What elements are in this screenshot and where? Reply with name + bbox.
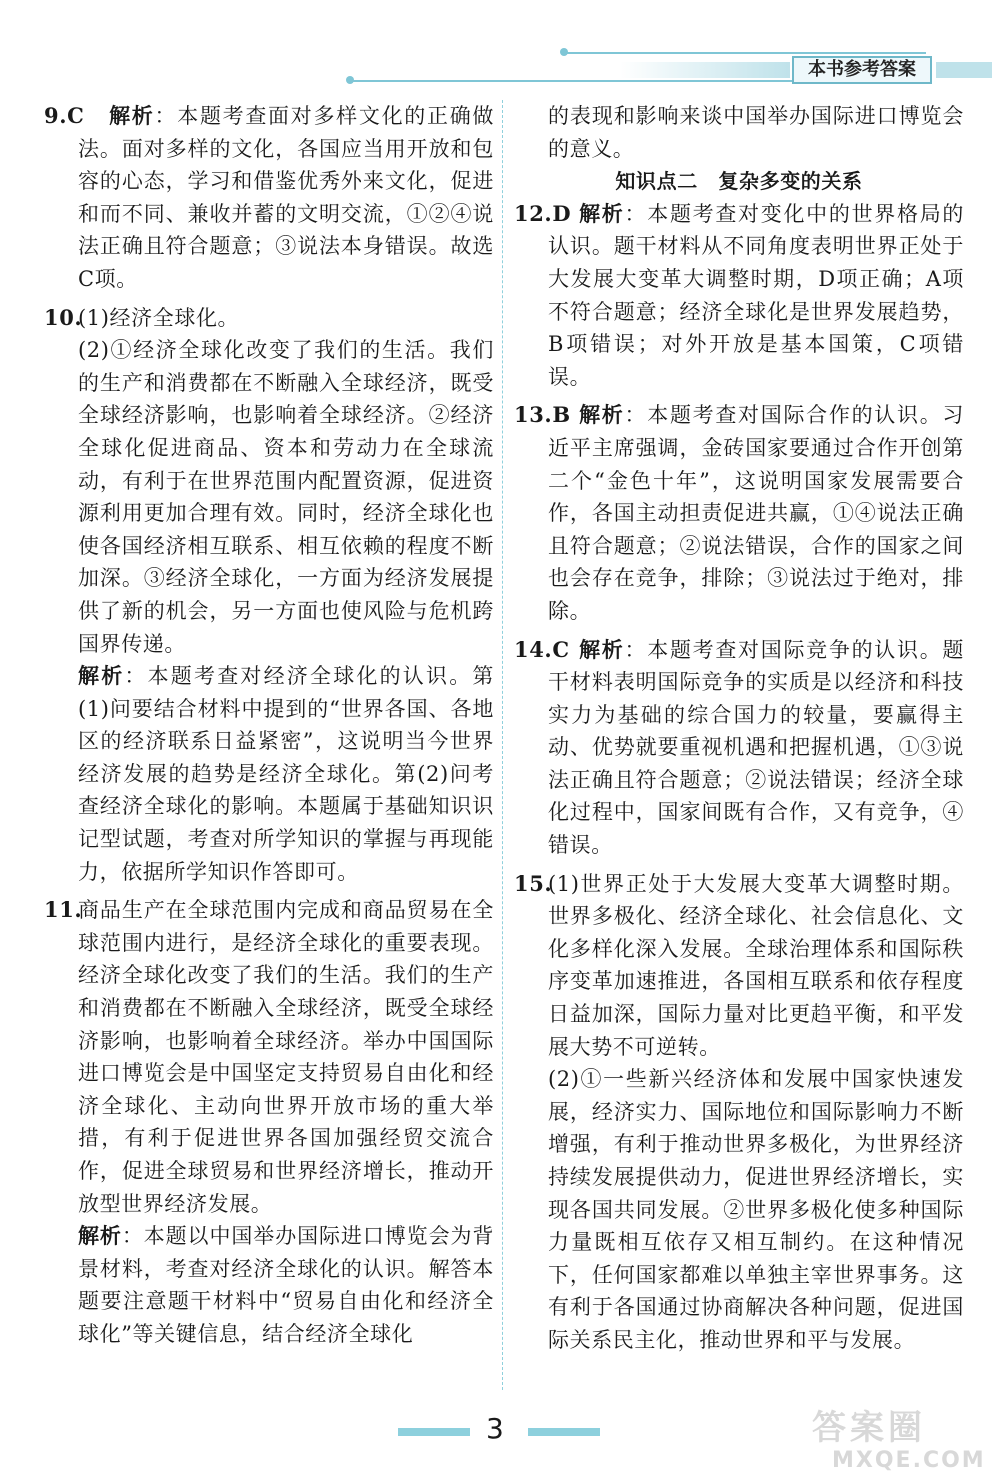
answer-part-1: (1)经济全球化。 [78,305,240,330]
analysis-label: 解析 [578,402,625,428]
header-dot-top [560,48,568,56]
analysis-text: ：本题考查对国际竞争的认识。题干材料表明国际竞争的实质是以经济和科技实力为基础的综合国力的较量，要赢得主动、优势就要重视机遇和把握机遇，①③说法正确且符合题意；②说法错误；经济全球化过程中，国家间既有合作，又有竞争，④错误。 [548,637,965,858]
answer-part-2: (2)①一些新兴经济体和发展中国家快速发展，经济实力、国际地位和国际影响力不断增强，有利于推动世界多极化，为世界经济持续发展提供动力，促进世界经济增长，实现各国共同发展。②世界多极化使多种国际力量既相互依存又相互制约。在这种情况下，任何国家都难以单独主宰世界事务。这有利于各国通过协商解决各种问题，促进国际关系民主化，推动世界和平与发展。 [548,1067,964,1352]
header-tail-bar [936,62,992,78]
header-dot-bottom [346,76,354,84]
answer-item-15 [514,868,964,1357]
answer-item-10 [44,302,494,889]
watermark-url: MXQE.COM [832,1448,986,1473]
answer-item-14 [514,634,964,862]
analysis-text: ：本题考查对国际合作的认识。习近平主席强调，金砖国家要通过合作开创第二个“金色十年”，这说明国家发展需要合作，各国主动担责促进共赢，①④说法正确且符合题意；②说法错误，合作的国家之间也会存在竞争，排除；③说法过于绝对，排除。 [548,403,965,623]
analysis-paragraph [78,1220,494,1350]
left-column [44,100,494,1351]
column-divider [502,100,503,1390]
footer-bar-left [398,1428,470,1436]
analysis-label: 解析 [78,663,125,689]
header-rule-top [566,52,926,54]
answer-part-2: (2)①经济全球化改变了我们的生活。我们的生产和消费都在不断融入全球经济，既受全球经济影响，也影响着全球经济。②经济全球化促进商品、资本和劳动力在全球流动，有利于在世界范围内配置资源，促进资源利用更加合理有效。同时，经济全球化也使各国经济相互联系、相互依赖的程度不断加深。③经济全球化，一方面为经济发展提供了新的机会，另一方面也使风险与危机跨国界传递。 [78,338,494,656]
analysis-label: 解析 [78,1223,122,1249]
header-title: 本书参考答案 [792,56,932,84]
header-gradient-bar [620,62,790,78]
page-number: 3 [486,1412,504,1445]
right-column [514,100,964,1357]
analysis-text: ：本题考查面对多样文化的正确做法。面对多样的文化，各国应当用开放和包容的心态，学习和借鉴优秀外来文化，促进和而不同、兼收并蓄的文明交流，①②④说法正确且符合题意；③说法本身错误。故选C项。 [78,104,495,291]
analysis-paragraph [78,660,494,888]
item-number: 14.C [514,636,570,662]
item-number: 12.D [514,200,572,226]
analysis-text: ：本题以中国举办国际进口博览会为背景材料，考查对经济全球化的认识。解答本题要注意题干材料中“贸易自由化和经济全球化”等关键信息，结合经济全球化 [78,1224,494,1346]
footer-bar-right [528,1428,600,1436]
answer-item-13 [514,399,964,627]
answer-item-12 [514,198,964,394]
analysis-label: 解析 [578,200,625,226]
header-rule-bottom [352,80,792,82]
item-number: 13.B [514,402,571,428]
analysis-label: 解析 [578,636,625,662]
item-number: 9.C [44,103,85,128]
analysis-label: 解析 [108,103,155,128]
section-heading: 知识点二 复杂多变的关系 [615,169,863,194]
watermark-text: 答案圈 [812,1408,926,1448]
analysis-text: ：本题考查对经济全球化的认识。第(1)问要结合材料中提到的“世界各国、各地区的经济联系日益紧密”，这说明当今世界经济发展的趋势是经济全球化。第(2)问考查经济全球化的影响。本题属于基础知识识记型试题，考查对所学知识的掌握与再现能力，依据所学知识作答即可。 [78,664,494,884]
item-number: 11. [44,897,83,923]
item-number: 10. [44,304,83,330]
answer-item-11 [44,894,494,1350]
answer-item-9 [44,100,494,296]
page-header [0,0,1000,110]
item-number: 15. [514,870,553,896]
answer-text: 商品生产在全球范围内完成和商品贸易在全球范围内进行，是经济全球化的重要表现。经济全球化改变了我们的生活。我们的生产和消费都在不断融入全球经济，既受全球经济影响，也影响着全球经济。举办中国国际进口博览会是中国坚定支持贸易自由化和经济全球化、主动向世界开放市场的重大举措，有利于促进世界各国加强经贸交流合作，促进全球贸易和世界经济增长，推动开放型世界经济发展。 [78,898,494,1216]
analysis-text: ：本题考查对变化中的世界格局的认识。题干材料从不同角度表明世界正处于大发展大变革大调整时期，D项正确；A项不符合题意；经济全球化是世界发展趋势，B项错误；对外开放是基本国策，C项错误。 [548,201,965,389]
watermark-logo [812,1408,992,1480]
continuation-text: 的表现和影响来谈中国举办国际进口博览会的意义。 [548,104,964,161]
answer-part-1: (1)世界正处于大发展大变革大调整时期。世界多极化、经济全球化、社会信息化、文化多样化深入发展。全球治理体系和国际秩序变革加速推进，各国相互联系和依存程度日益加深，国际力量对比更趋平衡，和平发展大势不可逆转。 [548,871,964,1059]
